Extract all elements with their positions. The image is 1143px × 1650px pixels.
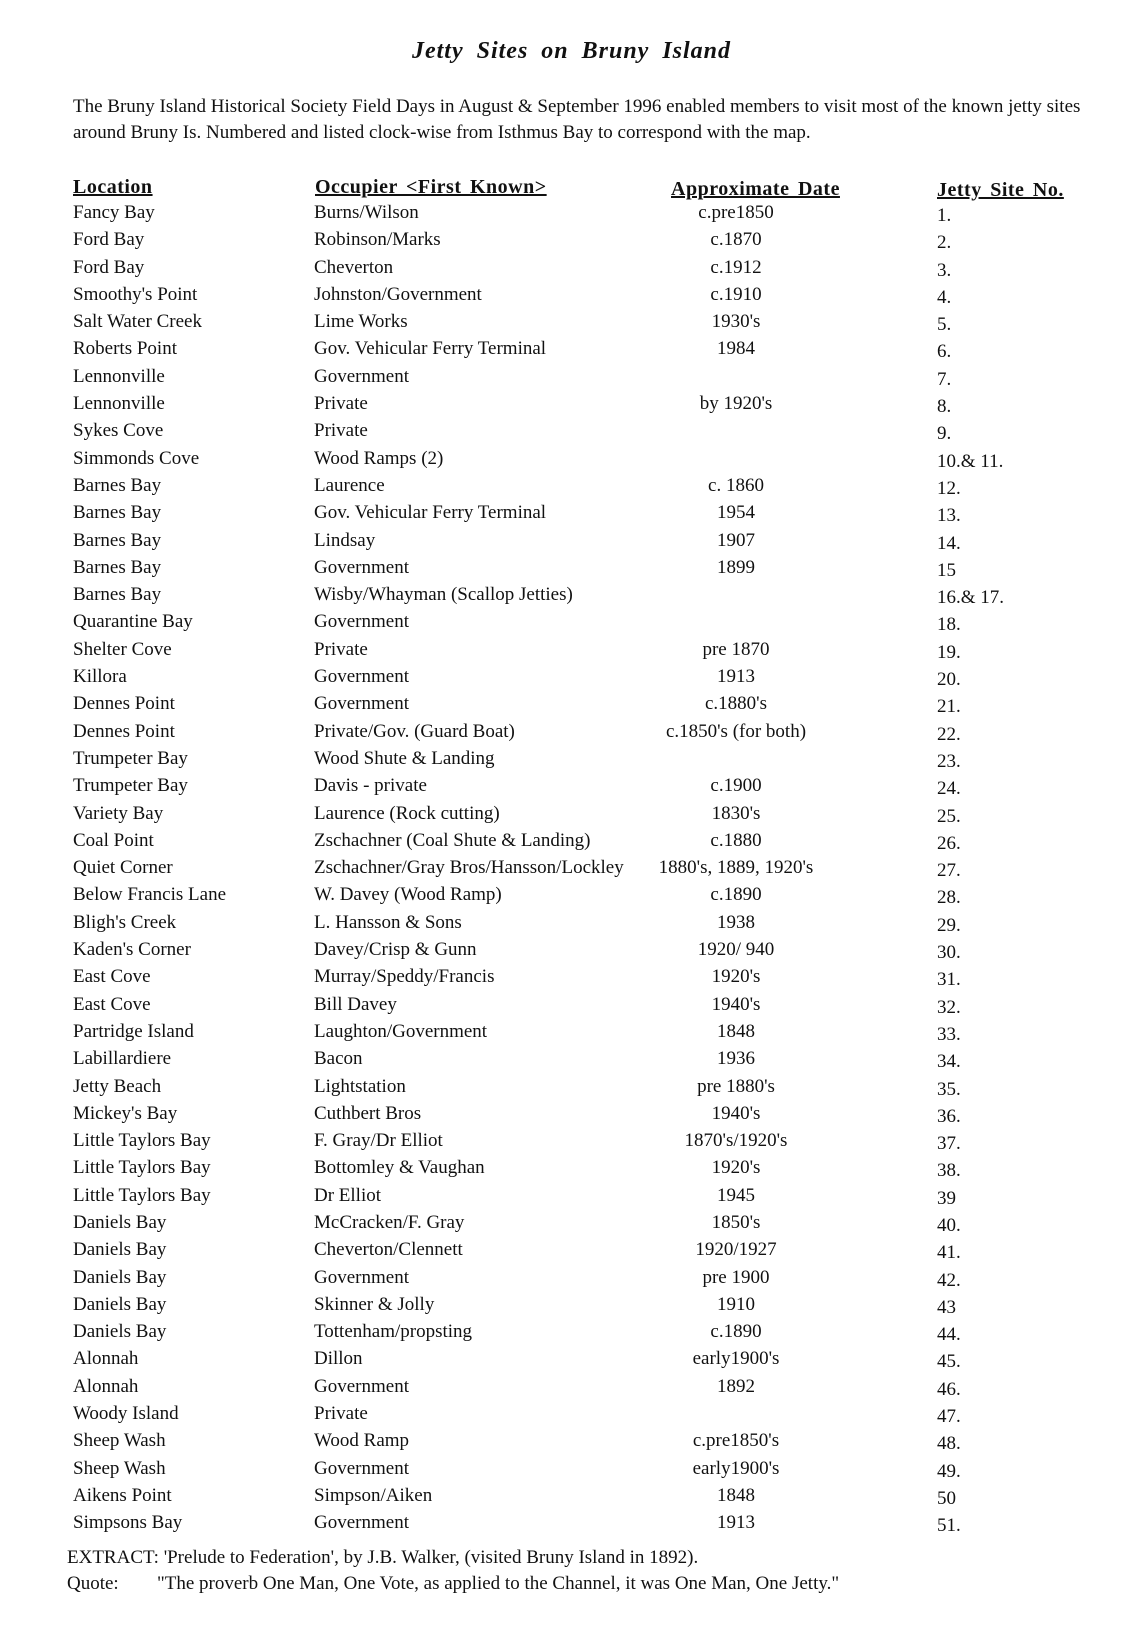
cell-date: 1940's [711, 1102, 761, 1124]
cell-location: Lennonville [73, 393, 165, 415]
cell-location: Barnes Bay [73, 529, 162, 551]
cell-site-number: 19. [937, 641, 961, 663]
cell-date: 1936 [717, 1048, 755, 1070]
cell-site-number: 33. [937, 1023, 961, 1045]
cell-occupier: Lightstation [314, 1075, 406, 1097]
cell-location: Fancy Bay [73, 202, 155, 223]
cell-site-number: 36. [937, 1105, 961, 1127]
cell-site-number: 28. [937, 887, 961, 909]
cell-occupier: Private/Gov. (Guard Boat) [314, 720, 515, 742]
cell-location: Ford Bay [73, 256, 145, 278]
cell-occupier: Lindsay [314, 529, 376, 551]
cell-site-number: 26. [937, 832, 961, 854]
cell-site-number: 9. [937, 423, 952, 445]
cell-location: East Cove [73, 993, 151, 1015]
cell-site-number: 40. [937, 1214, 961, 1236]
header-occupier: Occupier <First Known> [315, 176, 547, 198]
table-row [0, 584, 1143, 611]
cell-date: c.pre1850's [692, 1430, 780, 1452]
cell-location: Shelter Cove [73, 638, 172, 660]
cell-location: Killora [73, 666, 127, 688]
cell-occupier: Bottomley & Vaughan [314, 1157, 485, 1179]
cell-date: 1920's [711, 966, 761, 988]
cell-site-number: 39 [937, 1187, 956, 1209]
table-row [0, 1021, 1143, 1048]
cell-location: Quarantine Bay [73, 611, 193, 633]
cell-site-number: 43 [937, 1296, 956, 1318]
cell-occupier: Laughton/Government [314, 1020, 488, 1042]
cell-location: Little Taylors Bay [73, 1157, 211, 1179]
table-row [0, 557, 1143, 584]
cell-date: 1848 [717, 1484, 755, 1506]
cell-occupier: Private [314, 1403, 368, 1425]
cell-date: c.pre1850 [698, 202, 774, 223]
cell-occupier: Davis - private [314, 775, 427, 797]
cell-occupier: Davey/Crisp & Gunn [314, 939, 477, 961]
cell-location: Simmonds Cove [73, 447, 200, 469]
cell-date: c. 1860 [708, 474, 764, 496]
table-row [0, 1403, 1143, 1430]
cell-site-number: 37. [937, 1133, 961, 1155]
cell-occupier: Johnston/Government [314, 283, 482, 305]
page-title: Jetty Sites on Bruny Island [411, 38, 732, 64]
cell-location: Daniels Bay [73, 1266, 167, 1288]
table-row [0, 748, 1143, 775]
cell-site-number: 21. [937, 696, 961, 718]
cell-site-number: 48. [937, 1433, 961, 1455]
cell-site-number: 4. [937, 286, 952, 308]
table-row [0, 1376, 1143, 1403]
cell-location: Sheep Wash [73, 1457, 166, 1479]
cell-site-number: 6. [937, 341, 952, 363]
cell-occupier: Gov. Vehicular Ferry Terminal [314, 338, 547, 360]
cell-occupier: Laurence [314, 474, 385, 496]
cell-date: 1848 [717, 1020, 755, 1042]
cell-site-number: 1. [937, 205, 952, 226]
cell-date: pre 1880's [697, 1075, 775, 1097]
cell-date: 1920's [711, 1157, 761, 1179]
cell-occupier: Private [314, 638, 368, 660]
footer-extract: EXTRACT: 'Prelude to Federation', by J.B. Walker, (visited Bruny Island in 1892). [67, 1547, 699, 1568]
cell-date: c.1850's (for both) [665, 720, 807, 742]
cell-site-number: 2. [937, 232, 952, 254]
cell-site-number: 3. [937, 259, 952, 281]
cell-occupier: Skinner & Jolly [314, 1293, 435, 1315]
cell-location: Simpsons Bay [73, 1512, 183, 1534]
cell-site-number: 25. [937, 805, 961, 827]
cell-occupier: Wood Ramp [314, 1430, 410, 1452]
cell-location: Sheep Wash [73, 1430, 166, 1452]
cell-location: Barnes Bay [73, 556, 162, 578]
cell-occupier: Simpson/Aiken [314, 1484, 433, 1506]
cell-location: Lennonville [73, 365, 165, 387]
table-row [0, 994, 1143, 1021]
cell-site-number: 47. [937, 1406, 961, 1428]
cell-site-number: 32. [937, 996, 961, 1018]
cell-occupier: Laurence (Rock cutting) [314, 802, 500, 824]
cell-location: Partridge Island [73, 1020, 194, 1042]
cell-location: Below Francis Lane [73, 884, 227, 906]
table-row [0, 1458, 1143, 1485]
table-row [0, 257, 1143, 284]
cell-date: c.1880 [710, 829, 762, 851]
cell-location: Quiet Corner [73, 857, 173, 879]
table-row [0, 1321, 1143, 1348]
cell-site-number: 5. [937, 314, 952, 336]
cell-location: Alonnah [73, 1375, 139, 1397]
cell-location: Sykes Cove [73, 420, 164, 442]
cell-location: Little Taylors Bay [73, 1130, 211, 1152]
cell-site-number: 20. [937, 669, 961, 691]
cell-occupier: Wood Shute & Landing [314, 747, 495, 769]
cell-occupier: Government [314, 365, 409, 387]
cell-date: 1920/ 940 [697, 939, 775, 961]
cell-site-number: 13. [937, 505, 961, 527]
cell-location: East Cove [73, 966, 151, 988]
table-row [0, 693, 1143, 720]
table-row [0, 830, 1143, 857]
table-row [0, 1212, 1143, 1239]
cell-site-number: 12. [937, 477, 961, 499]
cell-occupier: Zschachner (Coal Shute & Landing) [314, 829, 591, 851]
cell-date: 1892 [717, 1375, 755, 1397]
cell-date: c.1870 [710, 229, 762, 251]
table-row [0, 393, 1143, 420]
cell-location: Daniels Bay [73, 1211, 167, 1233]
cell-location: Mickey's Bay [73, 1102, 178, 1124]
cell-site-number: 10.& 11. [937, 450, 1004, 472]
cell-location: Barnes Bay [73, 502, 162, 524]
cell-occupier: Government [314, 611, 409, 633]
cell-occupier: Cheverton [314, 256, 394, 278]
cell-site-number: 18. [937, 614, 961, 636]
table-row [0, 803, 1143, 830]
cell-site-number: 38. [937, 1160, 961, 1182]
table-row [0, 1348, 1143, 1375]
cell-date: pre 1900 [702, 1266, 770, 1288]
cell-date: c.1910 [710, 283, 762, 305]
footer [67, 1545, 839, 1597]
table-row [0, 912, 1143, 939]
header-date: Approximate Date [671, 178, 840, 200]
cell-site-number: 29. [937, 914, 961, 936]
cell-location: Salt Water Creek [73, 311, 202, 333]
cell-date: 1899 [717, 556, 755, 578]
cell-date: 1913 [717, 666, 755, 688]
cell-location: Daniels Bay [73, 1293, 167, 1315]
cell-location: Dennes Point [73, 720, 175, 742]
table-row [0, 448, 1143, 475]
table-row [0, 1076, 1143, 1103]
cell-location: Woody Island [73, 1403, 179, 1425]
cell-date: 1940's [711, 993, 761, 1015]
cell-site-number: 24. [937, 778, 961, 800]
table-row [0, 1485, 1143, 1512]
cell-occupier: Robinson/Marks [314, 229, 441, 251]
cell-date: c.1890 [710, 884, 762, 906]
table-row [0, 338, 1143, 365]
cell-date: pre 1870 [702, 638, 770, 660]
table-row [0, 1048, 1143, 1075]
cell-occupier: Bill Davey [314, 993, 397, 1015]
table-row [0, 639, 1143, 666]
cell-location: Barnes Bay [73, 584, 162, 606]
cell-location: Ford Bay [73, 229, 145, 251]
cell-date: early1900's [692, 1348, 780, 1370]
cell-date: 1830's [711, 802, 761, 824]
cell-site-number: 23. [937, 750, 961, 772]
cell-date: 1880's, 1889, 1920's [658, 857, 814, 879]
cell-site-number: 30. [937, 942, 961, 964]
cell-date: c.1890 [710, 1321, 762, 1343]
cell-location: Alonnah [73, 1348, 139, 1370]
table-row [0, 1157, 1143, 1184]
cell-occupier: Government [314, 1266, 409, 1288]
cell-location: Aikens Point [73, 1484, 172, 1506]
cell-occupier: Burns/Wilson [314, 202, 419, 223]
table-row [0, 1512, 1143, 1539]
table-row [0, 1103, 1143, 1130]
cell-occupier: F. Gray/Dr Elliot [314, 1130, 443, 1152]
cell-location: Trumpeter Bay [73, 747, 188, 769]
cell-occupier: Government [314, 693, 409, 715]
cell-site-number: 16.& 17. [937, 587, 1005, 609]
cell-site-number: 31. [937, 969, 961, 991]
footer-quote [67, 1571, 839, 1597]
cell-date: early1900's [692, 1457, 780, 1479]
cell-date: 1930's [711, 311, 761, 333]
cell-location: Jetty Beach [73, 1075, 162, 1097]
table-row [0, 502, 1143, 529]
table-row [0, 611, 1143, 638]
cell-site-number: 50 [937, 1487, 956, 1509]
cell-occupier: Government [314, 1457, 409, 1479]
cell-occupier: Bacon [314, 1048, 363, 1070]
table-row [0, 229, 1143, 256]
cell-date: 1954 [717, 502, 755, 524]
table-row [0, 966, 1143, 993]
table-row [0, 284, 1143, 311]
cell-occupier: McCracken/F. Gray [314, 1211, 465, 1233]
cell-date: c.1912 [710, 256, 762, 278]
cell-date: 1920/1927 [695, 1239, 777, 1261]
cell-occupier: Lime Works [314, 311, 408, 333]
cell-date: 1938 [717, 911, 755, 933]
cell-site-number: 45. [937, 1351, 961, 1373]
table-row [0, 1267, 1143, 1294]
cell-occupier: Dr Elliot [314, 1184, 382, 1206]
cell-location: Roberts Point [73, 338, 177, 360]
cell-site-number: 46. [937, 1378, 961, 1400]
cell-occupier: W. Davey (Wood Ramp) [314, 884, 502, 906]
cell-site-number: 22. [937, 723, 961, 745]
cell-site-number: 51. [937, 1515, 961, 1537]
table-row [0, 666, 1143, 693]
cell-site-number: 15 [937, 559, 956, 581]
jetty-table-body [0, 202, 1143, 1540]
cell-date: c.1900 [710, 775, 762, 797]
table-row [0, 939, 1143, 966]
cell-location: Daniels Bay [73, 1321, 167, 1343]
cell-site-number: 44. [937, 1324, 961, 1346]
header-location: Location [73, 176, 153, 198]
cell-location: Trumpeter Bay [73, 775, 188, 797]
table-row [0, 366, 1143, 393]
table-row [0, 311, 1143, 338]
table-row [0, 1239, 1143, 1266]
cell-occupier: Gov. Vehicular Ferry Terminal [314, 502, 547, 524]
cell-date: 1984 [717, 338, 755, 360]
cell-date: 1870's/1920's [684, 1130, 788, 1152]
cell-location: Barnes Bay [73, 474, 162, 496]
cell-occupier: Government [314, 1512, 409, 1534]
table-row [0, 420, 1143, 447]
quote-label: Quote: [67, 1573, 119, 1594]
cell-site-number: 41. [937, 1242, 961, 1264]
table-row [0, 530, 1143, 557]
intro-paragraph: The Bruny Island Historical Society Field Days in August & September 1996 enabled members to visit most of the known jetty sites around Bruny Is. Numbered and listed clock-wise from Isthmus Bay to correspond with the map. [73, 96, 1081, 143]
cell-site-number: 27. [937, 860, 961, 882]
cell-site-number: 34. [937, 1051, 961, 1073]
cell-location: Labillardiere [73, 1048, 172, 1070]
cell-location: Bligh's Creek [73, 911, 177, 933]
cell-date: by 1920's [699, 393, 773, 415]
cell-date: 1907 [717, 529, 755, 551]
cell-date: c.1880's [704, 693, 767, 715]
cell-location: Smoothy's Point [73, 283, 198, 305]
cell-occupier: Wisby/Whayman (Scallop Jetties) [314, 584, 573, 606]
table-row [0, 1130, 1143, 1157]
cell-date: 1910 [717, 1293, 755, 1315]
cell-occupier: Murray/Speddy/Francis [314, 966, 495, 988]
table-row [0, 1294, 1143, 1321]
cell-site-number: 7. [937, 368, 952, 390]
cell-occupier: Dillon [314, 1348, 363, 1370]
cell-occupier: Cuthbert Bros [314, 1102, 422, 1124]
cell-occupier: Tottenham/propsting [314, 1321, 473, 1343]
cell-location: Coal Point [73, 829, 154, 851]
cell-site-number: 14. [937, 532, 961, 554]
cell-date: 1945 [717, 1184, 755, 1206]
cell-location: Dennes Point [73, 693, 175, 715]
cell-occupier: Wood Ramps (2) [314, 447, 444, 469]
cell-site-number: 8. [937, 396, 952, 418]
cell-site-number: 35. [937, 1078, 961, 1100]
table-row [0, 857, 1143, 884]
cell-location: Kaden's Corner [73, 939, 191, 961]
cell-occupier: Government [314, 556, 409, 578]
cell-occupier: Government [314, 666, 409, 688]
cell-date: 1850's [711, 1211, 761, 1233]
table-row [0, 721, 1143, 748]
table-row [0, 1185, 1143, 1212]
cell-date: 1913 [717, 1512, 755, 1534]
cell-location: Little Taylors Bay [73, 1184, 211, 1206]
cell-occupier: Cheverton/Clennett [314, 1239, 463, 1261]
cell-occupier: Government [314, 1375, 409, 1397]
cell-occupier: Private [314, 393, 368, 415]
cell-location: Variety Bay [73, 802, 164, 824]
header-site-number: Jetty Site No. [937, 179, 1064, 201]
table-row [0, 475, 1143, 502]
quote-text: "The proverb One Man, One Vote, as applied to the Channel, it was One Man, One Jetty." [157, 1573, 840, 1594]
cell-site-number: 42. [937, 1269, 961, 1291]
cell-occupier: L. Hansson & Sons [314, 911, 462, 933]
cell-site-number: 49. [937, 1460, 961, 1482]
table-row [0, 202, 1143, 229]
table-row [0, 1430, 1143, 1457]
cell-occupier: Zschachner/Gray Bros/Hansson/Lockley [314, 857, 624, 879]
cell-location: Daniels Bay [73, 1239, 167, 1261]
table-row [0, 775, 1143, 802]
cell-occupier: Private [314, 420, 368, 442]
table-row [0, 884, 1143, 911]
